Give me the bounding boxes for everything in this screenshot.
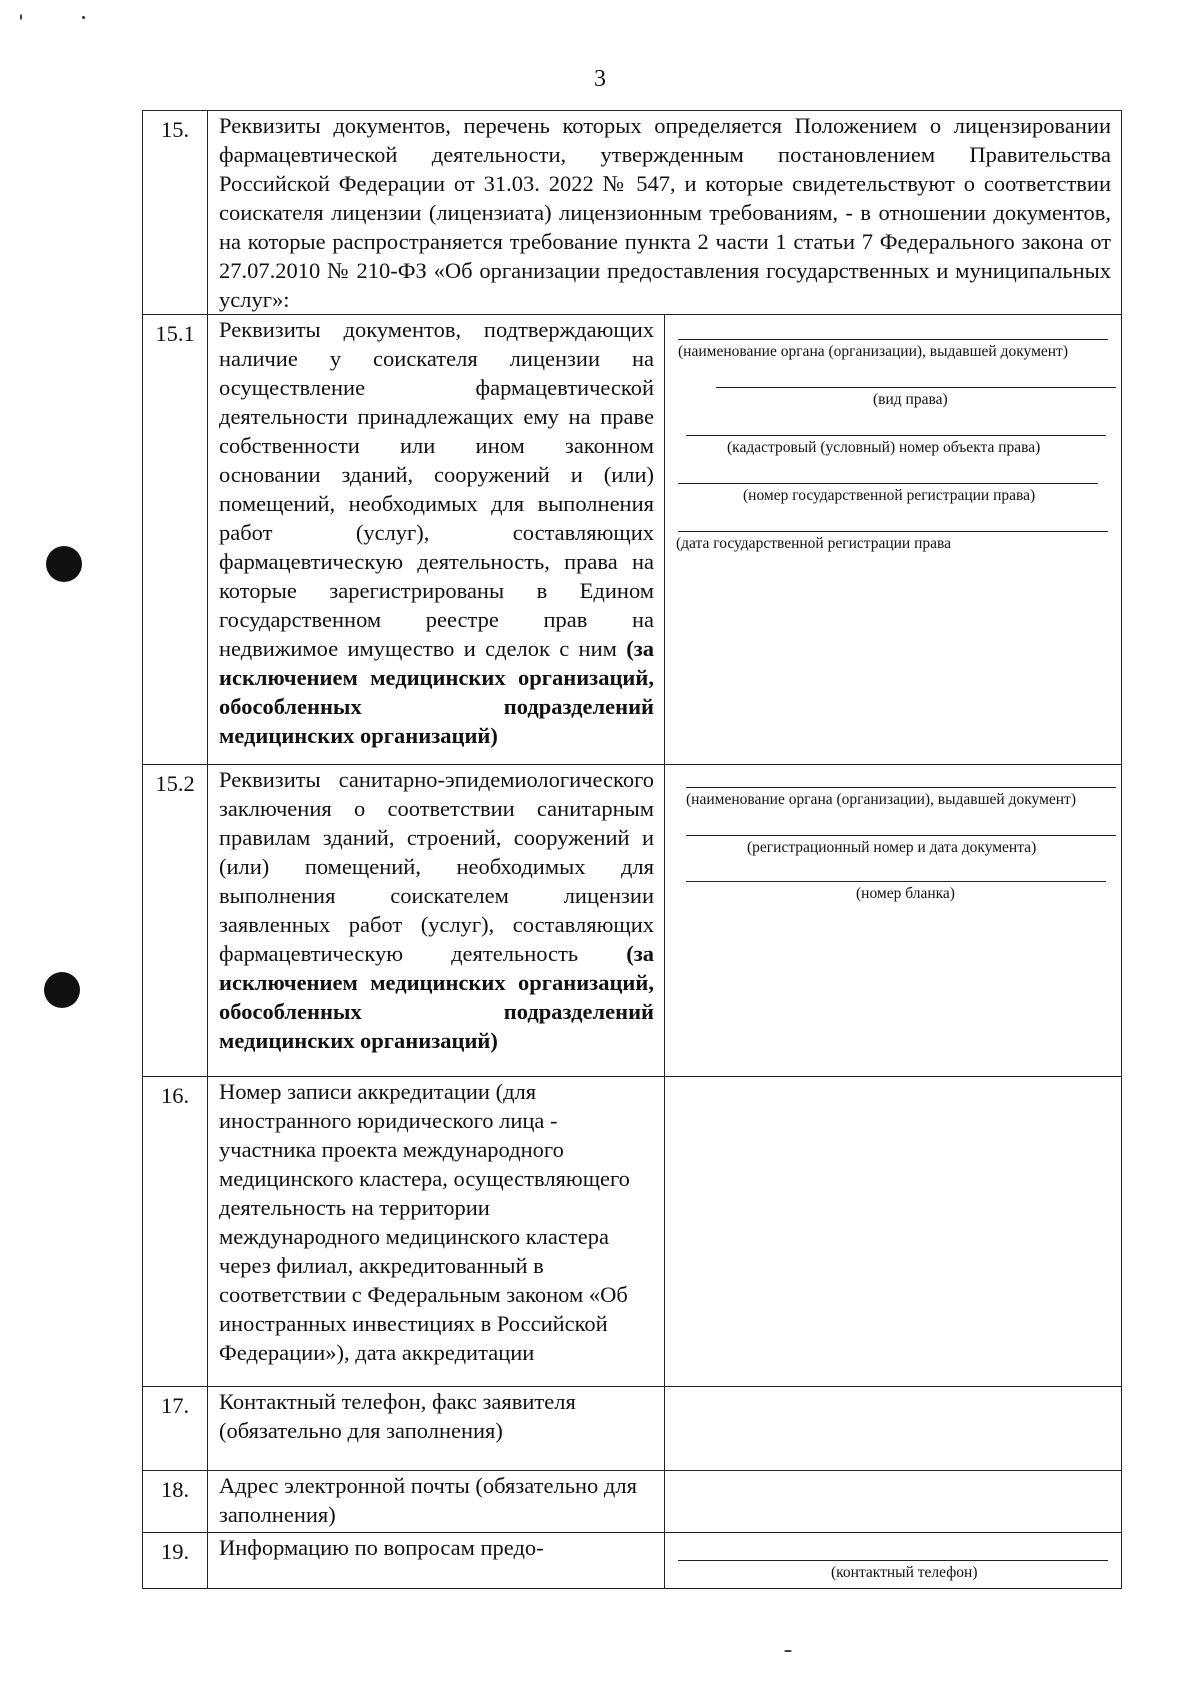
field-caption: (номер бланка) [856,885,955,902]
row-description [208,111,1122,315]
row-number-text: 17. [160,1393,190,1418]
fill-line[interactable] [686,435,1106,436]
field-caption: (контактный телефон) [831,1564,978,1581]
row-description-text: Номер записи аккредитации (для иностранного юридического лица - участника проекта международного медицинского кластера, осуществляющего деятельность на территории международного медицинского кластера через филиал, аккредитованный в соответствии с Федеральным законом «Об иностранных инвестициях в Российской Федерации»), дата аккредитации [219,1079,630,1365]
row-description [208,315,665,765]
fill-in-area[interactable] [665,1387,1122,1471]
field-caption: (наименование органа (организации), выдавшей документ) [686,791,1076,808]
field-caption: (регистрационный номер и дата документа) [747,839,1037,856]
row-description [208,765,665,1077]
fill-line[interactable] [678,1560,1108,1561]
row-number [143,765,208,1077]
row-number [143,1533,208,1589]
field-caption: (дата государственной регистрации права [676,535,952,552]
table-row [143,765,1122,1077]
fill-in-area[interactable] [665,315,1122,765]
row-number-text: 15.2 [155,771,195,796]
row-description-bold: (за исключением медицинских организаций, обособленных подразделений медицинских организаций) [219,636,654,748]
row-number-text: 15.1 [155,321,195,346]
fill-line[interactable] [686,835,1116,836]
row-number [143,1077,208,1387]
row-description [208,1471,665,1533]
row-description-text: Реквизиты документов, подтверждающих наличие у соискателя лицензии на осуществление фармацевтической деятельности принадлежащих ему на праве собственности или ином законном основании зданий, сооружений и (или) помещений, необходимых для выполнения работ (услуг), составляющих фармацевтическую деятельность, права на которые зарегистрированы в Едином государственном реестре прав на недвижимое имущество и сделок с ним [219,317,654,661]
row-number [143,315,208,765]
row-description-text: Адрес электронной почты (обязательно для заполнения) [219,1473,637,1527]
table-row [143,1471,1122,1533]
page-number: 3 [594,66,606,92]
row-description [208,1533,665,1589]
row-number-text: 16. [160,1083,190,1108]
row-description-text: Информацию по вопросам предо- [219,1535,544,1560]
fill-line[interactable] [686,787,1116,788]
field-caption: (кадастровый (условный) номер объекта права) [727,439,1041,456]
application-form-table [142,110,1122,1589]
row-number [143,1387,208,1471]
fill-in-area[interactable] [665,1077,1122,1387]
row-number-text: 18. [160,1477,190,1502]
row-description [208,1387,665,1471]
fill-line[interactable] [678,483,1098,484]
field-caption: (наименование органа (организации), выдавшей документ) [678,343,1068,360]
fill-in-area[interactable] [665,765,1122,1077]
fill-in-area[interactable] [665,1533,1122,1589]
table-row [143,111,1122,315]
row-description-text: Реквизиты санитарно-эпидемиологического заключения о соответствии санитарным правилам зданий, строений, сооружений и (или) помещений, необходимых для выполнения соискателем лицензии заявленных работ (услуг), составляющих фармацевтическую деятельность [219,767,654,966]
table-row [143,1533,1122,1589]
field-caption: (номер государственной регистрации права) [743,487,1036,504]
field-caption: (вид права) [873,391,948,408]
punch-hole-mark [44,972,80,1008]
table-row [143,1387,1122,1471]
row-description-text: Контактный телефон, факс заявителя (обязательно для заполнения) [219,1389,576,1443]
row-number [143,1471,208,1533]
punch-hole-mark [46,546,82,582]
table-row [143,315,1122,765]
fill-line[interactable] [686,881,1106,882]
scan-speck [82,16,85,19]
fill-line[interactable] [678,531,1108,532]
row-number [143,111,208,315]
fill-line[interactable] [716,387,1116,388]
fill-in-area[interactable] [665,1471,1122,1533]
row-number-text: 19. [160,1539,190,1564]
scan-speck [20,14,22,20]
row-number-text: 15. [160,117,190,142]
row-description-bold: (за исключением медицинских организаций, обособленных подразделений медицинских организаций) [219,941,654,1053]
scan-speck [784,1650,792,1652]
fill-line[interactable] [678,339,1108,340]
table-row [143,1077,1122,1387]
row-description-text: Реквизиты документов, перечень которых определяется Положением о лицензировании фармацевтической деятельности, утвержденным постановлением Правительства Российской Федерации от 31.03. 2022 № 547, и которые свидетельствуют о соответствии соискателя лицензии (лицензиата) лицензионным требованиям, - в отношении документов, на которые распространяется требование пункта 2 части 1 статьи 7 Федерального закона от 27.07.2010 № 210-ФЗ «Об организации предоставления государственных и муниципальных услуг»: [219,113,1111,312]
row-description [208,1077,665,1387]
